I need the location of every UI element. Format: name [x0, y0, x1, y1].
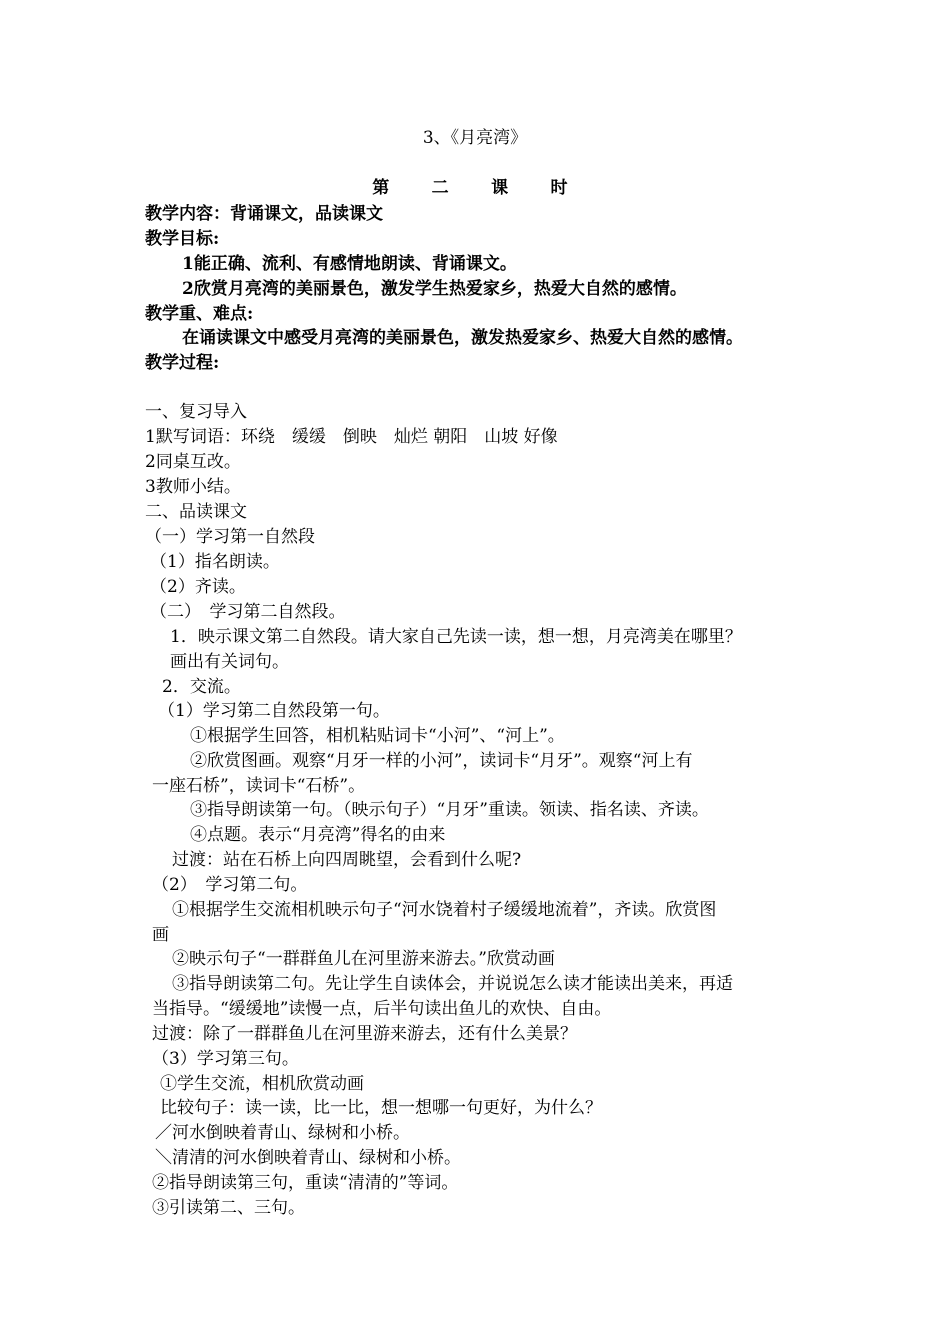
body-line: 比较句子：读一读，比一比，想一想哪一句更好，为什么？ — [160, 1098, 602, 1118]
body-line: 一、复习导入 — [145, 402, 247, 422]
goal-2: 2欣赏月亮湾的美丽景色，激发学生热爱家乡，热爱大自然的感情。 — [182, 279, 687, 299]
body-line: ④点题。表示“月亮湾”得名的由来 — [190, 825, 446, 845]
body-line: 3教师小结。 — [145, 477, 241, 497]
body-line: 画出有关词句。 — [170, 652, 289, 672]
body-line: ①根据学生回答，相机粘贴词卡“小河”、“河上”。 — [190, 726, 565, 746]
key-points: 在诵读课文中感受月亮湾的美丽景色，激发热爱家乡、热爱大自然的感情。 — [182, 328, 743, 348]
body-line: 1．映示课文第二自然段。请大家自己先读一读，想一想，月亮湾美在哪里？ — [170, 627, 742, 647]
body-line: 当指导。“缓缓地”读慢一点，后半句读出鱼儿的欢快、自由。 — [152, 999, 612, 1019]
body-line: ／河水倒映着青山、绿树和小桥。 — [155, 1123, 410, 1143]
body-line: 2同桌互改。 — [145, 452, 241, 472]
body-line: 二、品读课文 — [145, 502, 247, 522]
goals-label: 教学目标: — [145, 229, 220, 249]
body-line: （二） 学习第二自然段。 — [150, 602, 346, 622]
body-line: ③指导朗读第一句。（映示句子）“月牙”重读。领读、指名读、齐读。 — [190, 800, 709, 820]
body-line: ③指导朗读第二句。先让学生自读体会，并说说怎么读才能读出美来，再适 — [172, 974, 733, 994]
body-line: 一座石桥”，读词卡“石桥”。 — [152, 776, 366, 796]
body-line: ②欣赏图画。观察“月牙一样的小河”，读词卡“月牙”。观察“河上有 — [190, 751, 693, 771]
body-line: 过渡：除了一群群鱼儿在河里游来游去，还有什么美景？ — [152, 1024, 577, 1044]
body-line: ②映示句子“一群群鱼儿在河里游来游去。”欣赏动画 — [172, 949, 555, 969]
lesson-heading: 第 二 课 时 — [372, 178, 578, 198]
body-line: 1默写词语：环绕 缓缓 倒映 灿烂 朝阳 山坡 好像 — [145, 427, 558, 447]
body-line: （1）学习第二自然段第一句。 — [158, 701, 390, 721]
body-line: ＼清清的河水倒映着青山、绿树和小桥。 — [155, 1148, 461, 1168]
body-line: （一）学习第一自然段 — [145, 527, 315, 547]
process-label: 教学过程: — [145, 353, 220, 373]
content-label: 教学内容：背诵课文，品读课文 — [145, 204, 383, 224]
body-line: ③引读第二、三句。 — [152, 1198, 305, 1218]
body-line: （2）齐读。 — [150, 577, 246, 597]
body-line: （2） 学习第二句。 — [152, 875, 308, 895]
body-line: 过渡：站在石桥上向四周眺望，会看到什么呢? — [172, 850, 522, 870]
body-line: 画 — [152, 925, 169, 945]
key-points-label: 教学重、难点: — [145, 304, 254, 324]
body-line: （3）学习第三句。 — [152, 1049, 299, 1069]
body-line: 2．交流。 — [162, 677, 241, 697]
body-line: ①学生交流，相机欣赏动画 — [160, 1074, 364, 1094]
body-line: ②指导朗读第三句，重读“清清的”等词。 — [152, 1173, 459, 1193]
body-line: （1）指名朗读。 — [150, 552, 280, 572]
document-title: 3、《月亮湾》 — [422, 128, 528, 148]
goal-1: 1能正确、流利、有感情地朗读、背诵课文。 — [182, 254, 517, 274]
body-line: ①根据学生交流相机映示句子“河水饶着村子缓缓地流着”，齐读。欣赏图 — [172, 900, 717, 920]
